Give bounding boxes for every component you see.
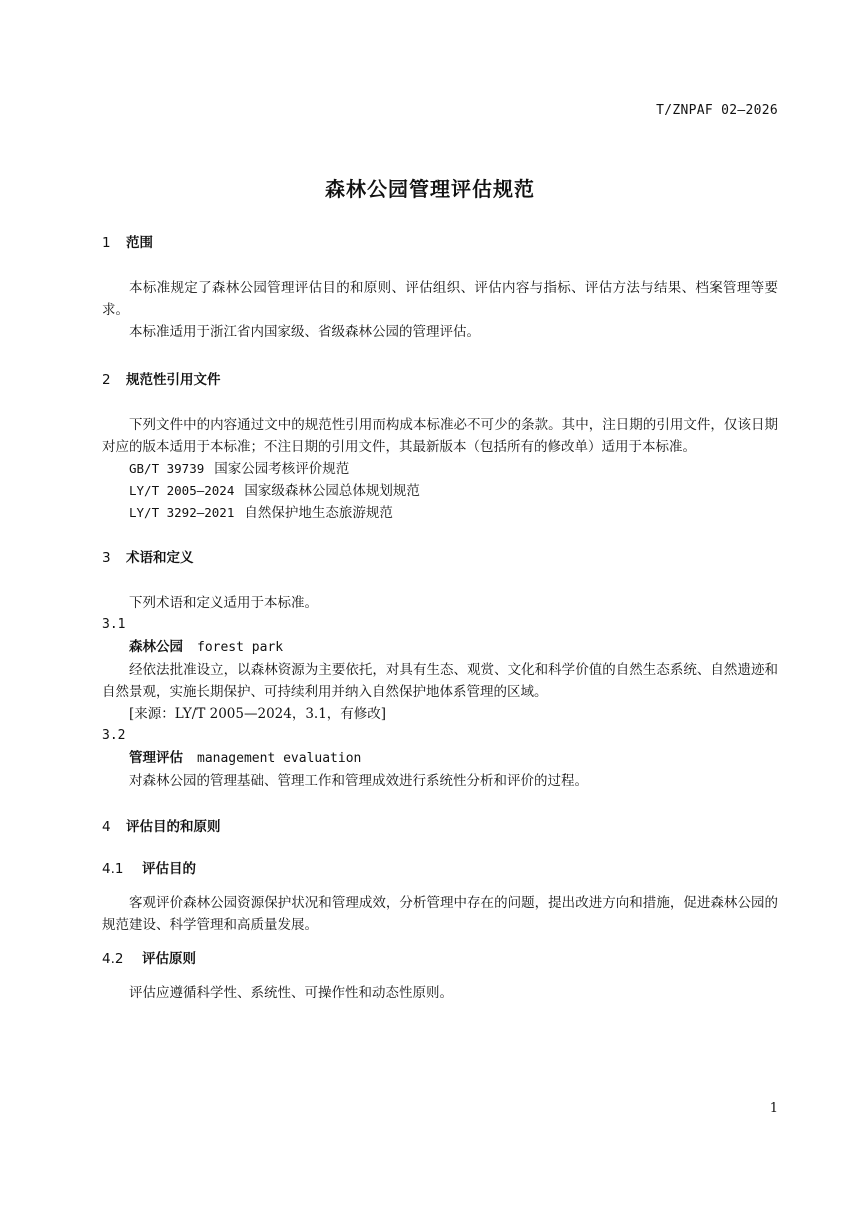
section-4-heading — [102, 816, 778, 838]
reference-item — [102, 458, 778, 480]
subsection-title: 评估目的 — [142, 861, 196, 877]
document-body — [102, 232, 778, 1004]
section-title: 术语和定义 — [126, 550, 194, 566]
subsection-number: 4.2 — [102, 951, 124, 967]
subsection-4-2-paragraph: 评估应遵循科学性、系统性、可操作性和动态性原则。 — [129, 985, 453, 1001]
subsection-title: 评估原则 — [142, 951, 196, 967]
section-3-heading — [102, 547, 778, 569]
term-number: 3.1 — [102, 617, 126, 632]
term-english-name: management evaluation — [197, 751, 362, 766]
document-code: T/ZNPAF 02—2026 — [656, 103, 778, 118]
document-title: 森林公园管理评估规范 — [325, 177, 535, 201]
section-title: 规范性引用文件 — [126, 372, 221, 388]
term-chinese-name: 管理评估 — [129, 750, 183, 766]
term-chinese-name: 森林公园 — [129, 639, 183, 655]
section-1-paragraph-2: 本标准适用于浙江省内国家级、省级森林公园的管理评估。 — [129, 324, 480, 340]
reference-name: 国家级森林公园总体规划规范 — [244, 483, 420, 499]
reference-code: LY/T 2005—2024 — [129, 483, 235, 498]
section-2-paragraph: 下列文件中的内容通过文中的规范性引用而构成本标准必不可少的条款。其中，注日期的引用文件，仅该日期对应的版本适用于本标准；不注日期的引用文件，其最新版本（包括所有的修改单）适用于本标准。 — [102, 417, 778, 455]
term-definition: 经依法批准设立，以森林资源为主要依托，对具有生态、观赏、文化和科学价值的自然生态系统、自然遗迹和自然景观，实施长期保护、可持续利用并纳入自然保护地体系管理的区域。 — [102, 662, 778, 700]
reference-item — [102, 480, 778, 502]
section-1-heading — [102, 232, 778, 254]
section-3-intro: 下列术语和定义适用于本标准。 — [129, 595, 318, 611]
page-number: 1 — [769, 1101, 778, 1116]
subsection-4-1-heading — [102, 858, 778, 880]
subsection-4-2-heading — [102, 948, 778, 970]
reference-item — [102, 502, 778, 524]
term-heading — [102, 636, 778, 659]
section-number: 3 — [102, 550, 111, 566]
section-2-heading — [102, 369, 778, 391]
term-number: 3.2 — [102, 728, 126, 743]
reference-name: 自然保护地生态旅游规范 — [244, 505, 393, 521]
subsection-4-1-paragraph: 客观评价森林公园资源保护状况和管理成效，分析管理中存在的问题，提出改进方向和措施，促进森林公园的规范建设、科学管理和高质量发展。 — [102, 895, 778, 933]
section-title: 评估目的和原则 — [126, 819, 221, 835]
term-source: [来源：LY/T 2005—2024，3.1，有修改] — [129, 706, 387, 722]
section-number: 1 — [102, 235, 111, 251]
section-title: 范围 — [126, 235, 153, 251]
reference-code: LY/T 3292—2021 — [129, 505, 235, 520]
section-number: 2 — [102, 372, 111, 388]
term-english-name: forest park — [197, 640, 284, 655]
subsection-number: 4.1 — [102, 861, 124, 877]
reference-name: 国家公园考核评价规范 — [214, 461, 350, 477]
section-number: 4 — [102, 819, 111, 835]
term-definition: 对森林公园的管理基础、管理工作和管理成效进行系统性分析和评价的过程。 — [129, 773, 588, 789]
term-heading — [102, 747, 778, 770]
section-1-paragraph-1: 本标准规定了森林公园管理评估目的和原则、评估组织、评估内容与指标、评估方法与结果、档案管理等要求。 — [102, 280, 778, 318]
reference-code: GB/T 39739 — [129, 461, 205, 476]
